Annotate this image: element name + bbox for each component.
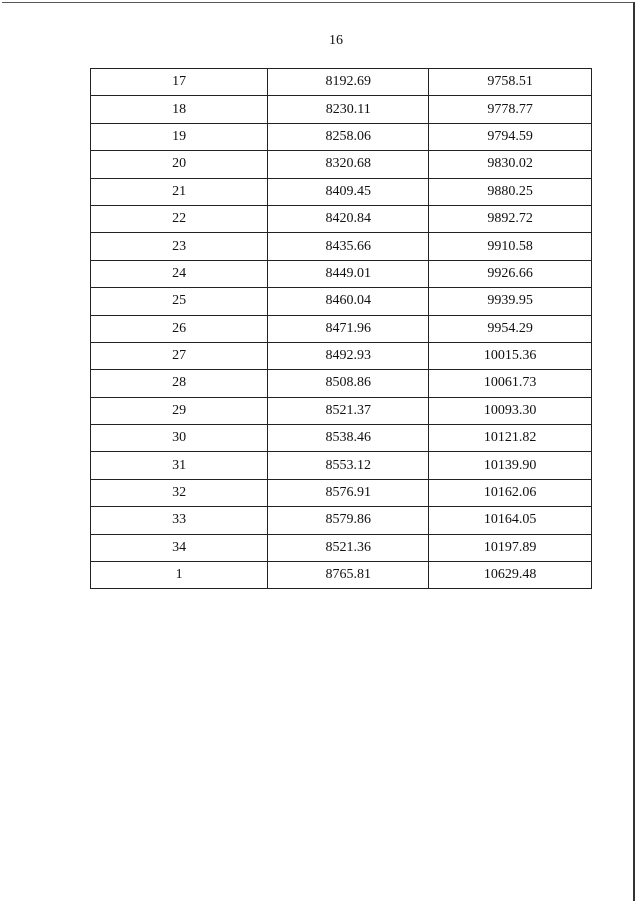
table-cell: 9939.95 <box>429 288 592 315</box>
table-cell: 8576.91 <box>268 479 429 506</box>
table-cell: 9954.29 <box>429 315 592 342</box>
table-row <box>91 288 592 315</box>
table-cell: 8420.84 <box>268 205 429 232</box>
table-cell: 9926.66 <box>429 260 592 287</box>
table-cell: 10197.89 <box>429 534 592 561</box>
table-cell: 9910.58 <box>429 233 592 260</box>
table-row <box>91 205 592 232</box>
table-cell: 28 <box>91 370 268 397</box>
table-body <box>91 69 592 589</box>
table-cell: 29 <box>91 397 268 424</box>
table-cell: 8492.93 <box>268 342 429 369</box>
table-cell: 8460.04 <box>268 288 429 315</box>
table-cell: 8258.06 <box>268 123 429 150</box>
table-row <box>91 507 592 534</box>
table-row <box>91 233 592 260</box>
table-row <box>91 151 592 178</box>
table-cell: 8521.37 <box>268 397 429 424</box>
table-row <box>91 452 592 479</box>
table-cell: 9830.02 <box>429 151 592 178</box>
table-cell: 9794.59 <box>429 123 592 150</box>
table-row <box>91 178 592 205</box>
table-cell: 9758.51 <box>429 69 592 96</box>
table-cell: 9778.77 <box>429 96 592 123</box>
table-cell: 26 <box>91 315 268 342</box>
table-cell: 8553.12 <box>268 452 429 479</box>
table-cell: 9892.72 <box>429 205 592 232</box>
table-cell: 31 <box>91 452 268 479</box>
table-row <box>91 370 592 397</box>
table-cell: 8435.66 <box>268 233 429 260</box>
table-cell: 10164.05 <box>429 507 592 534</box>
table-cell: 9880.25 <box>429 178 592 205</box>
table-cell: 8538.46 <box>268 425 429 452</box>
data-table <box>90 68 592 589</box>
table-row <box>91 342 592 369</box>
table-cell: 10093.30 <box>429 397 592 424</box>
table-cell: 21 <box>91 178 268 205</box>
table-cell: 8521.36 <box>268 534 429 561</box>
table-row <box>91 425 592 452</box>
table-cell: 8230.11 <box>268 96 429 123</box>
table-cell: 22 <box>91 205 268 232</box>
table-cell: 33 <box>91 507 268 534</box>
table-cell: 8579.86 <box>268 507 429 534</box>
table-row <box>91 315 592 342</box>
table-cell: 10162.06 <box>429 479 592 506</box>
table-cell: 8471.96 <box>268 315 429 342</box>
table-cell: 10139.90 <box>429 452 592 479</box>
table-cell: 1 <box>91 562 268 589</box>
table-cell: 24 <box>91 260 268 287</box>
table-cell: 30 <box>91 425 268 452</box>
table-cell: 34 <box>91 534 268 561</box>
table-cell: 8449.01 <box>268 260 429 287</box>
table-cell: 18 <box>91 96 268 123</box>
table-row <box>91 260 592 287</box>
table-cell: 32 <box>91 479 268 506</box>
table-row <box>91 562 592 589</box>
table-cell: 8320.68 <box>268 151 429 178</box>
table-cell: 19 <box>91 123 268 150</box>
table-cell: 8765.81 <box>268 562 429 589</box>
table-row <box>91 397 592 424</box>
table-cell: 25 <box>91 288 268 315</box>
table-cell: 10121.82 <box>429 425 592 452</box>
table-cell: 8409.45 <box>268 178 429 205</box>
table-cell: 17 <box>91 69 268 96</box>
table-cell: 8508.86 <box>268 370 429 397</box>
table-cell: 20 <box>91 151 268 178</box>
table-cell: 10015.36 <box>429 342 592 369</box>
table-cell: 10629.48 <box>429 562 592 589</box>
table-row <box>91 479 592 506</box>
table-cell: 8192.69 <box>268 69 429 96</box>
table-row <box>91 69 592 96</box>
table-row <box>91 96 592 123</box>
table-row <box>91 123 592 150</box>
table-cell: 27 <box>91 342 268 369</box>
table-cell: 10061.73 <box>429 370 592 397</box>
table-row <box>91 534 592 561</box>
table-cell: 23 <box>91 233 268 260</box>
page-number: 16 <box>329 33 343 48</box>
